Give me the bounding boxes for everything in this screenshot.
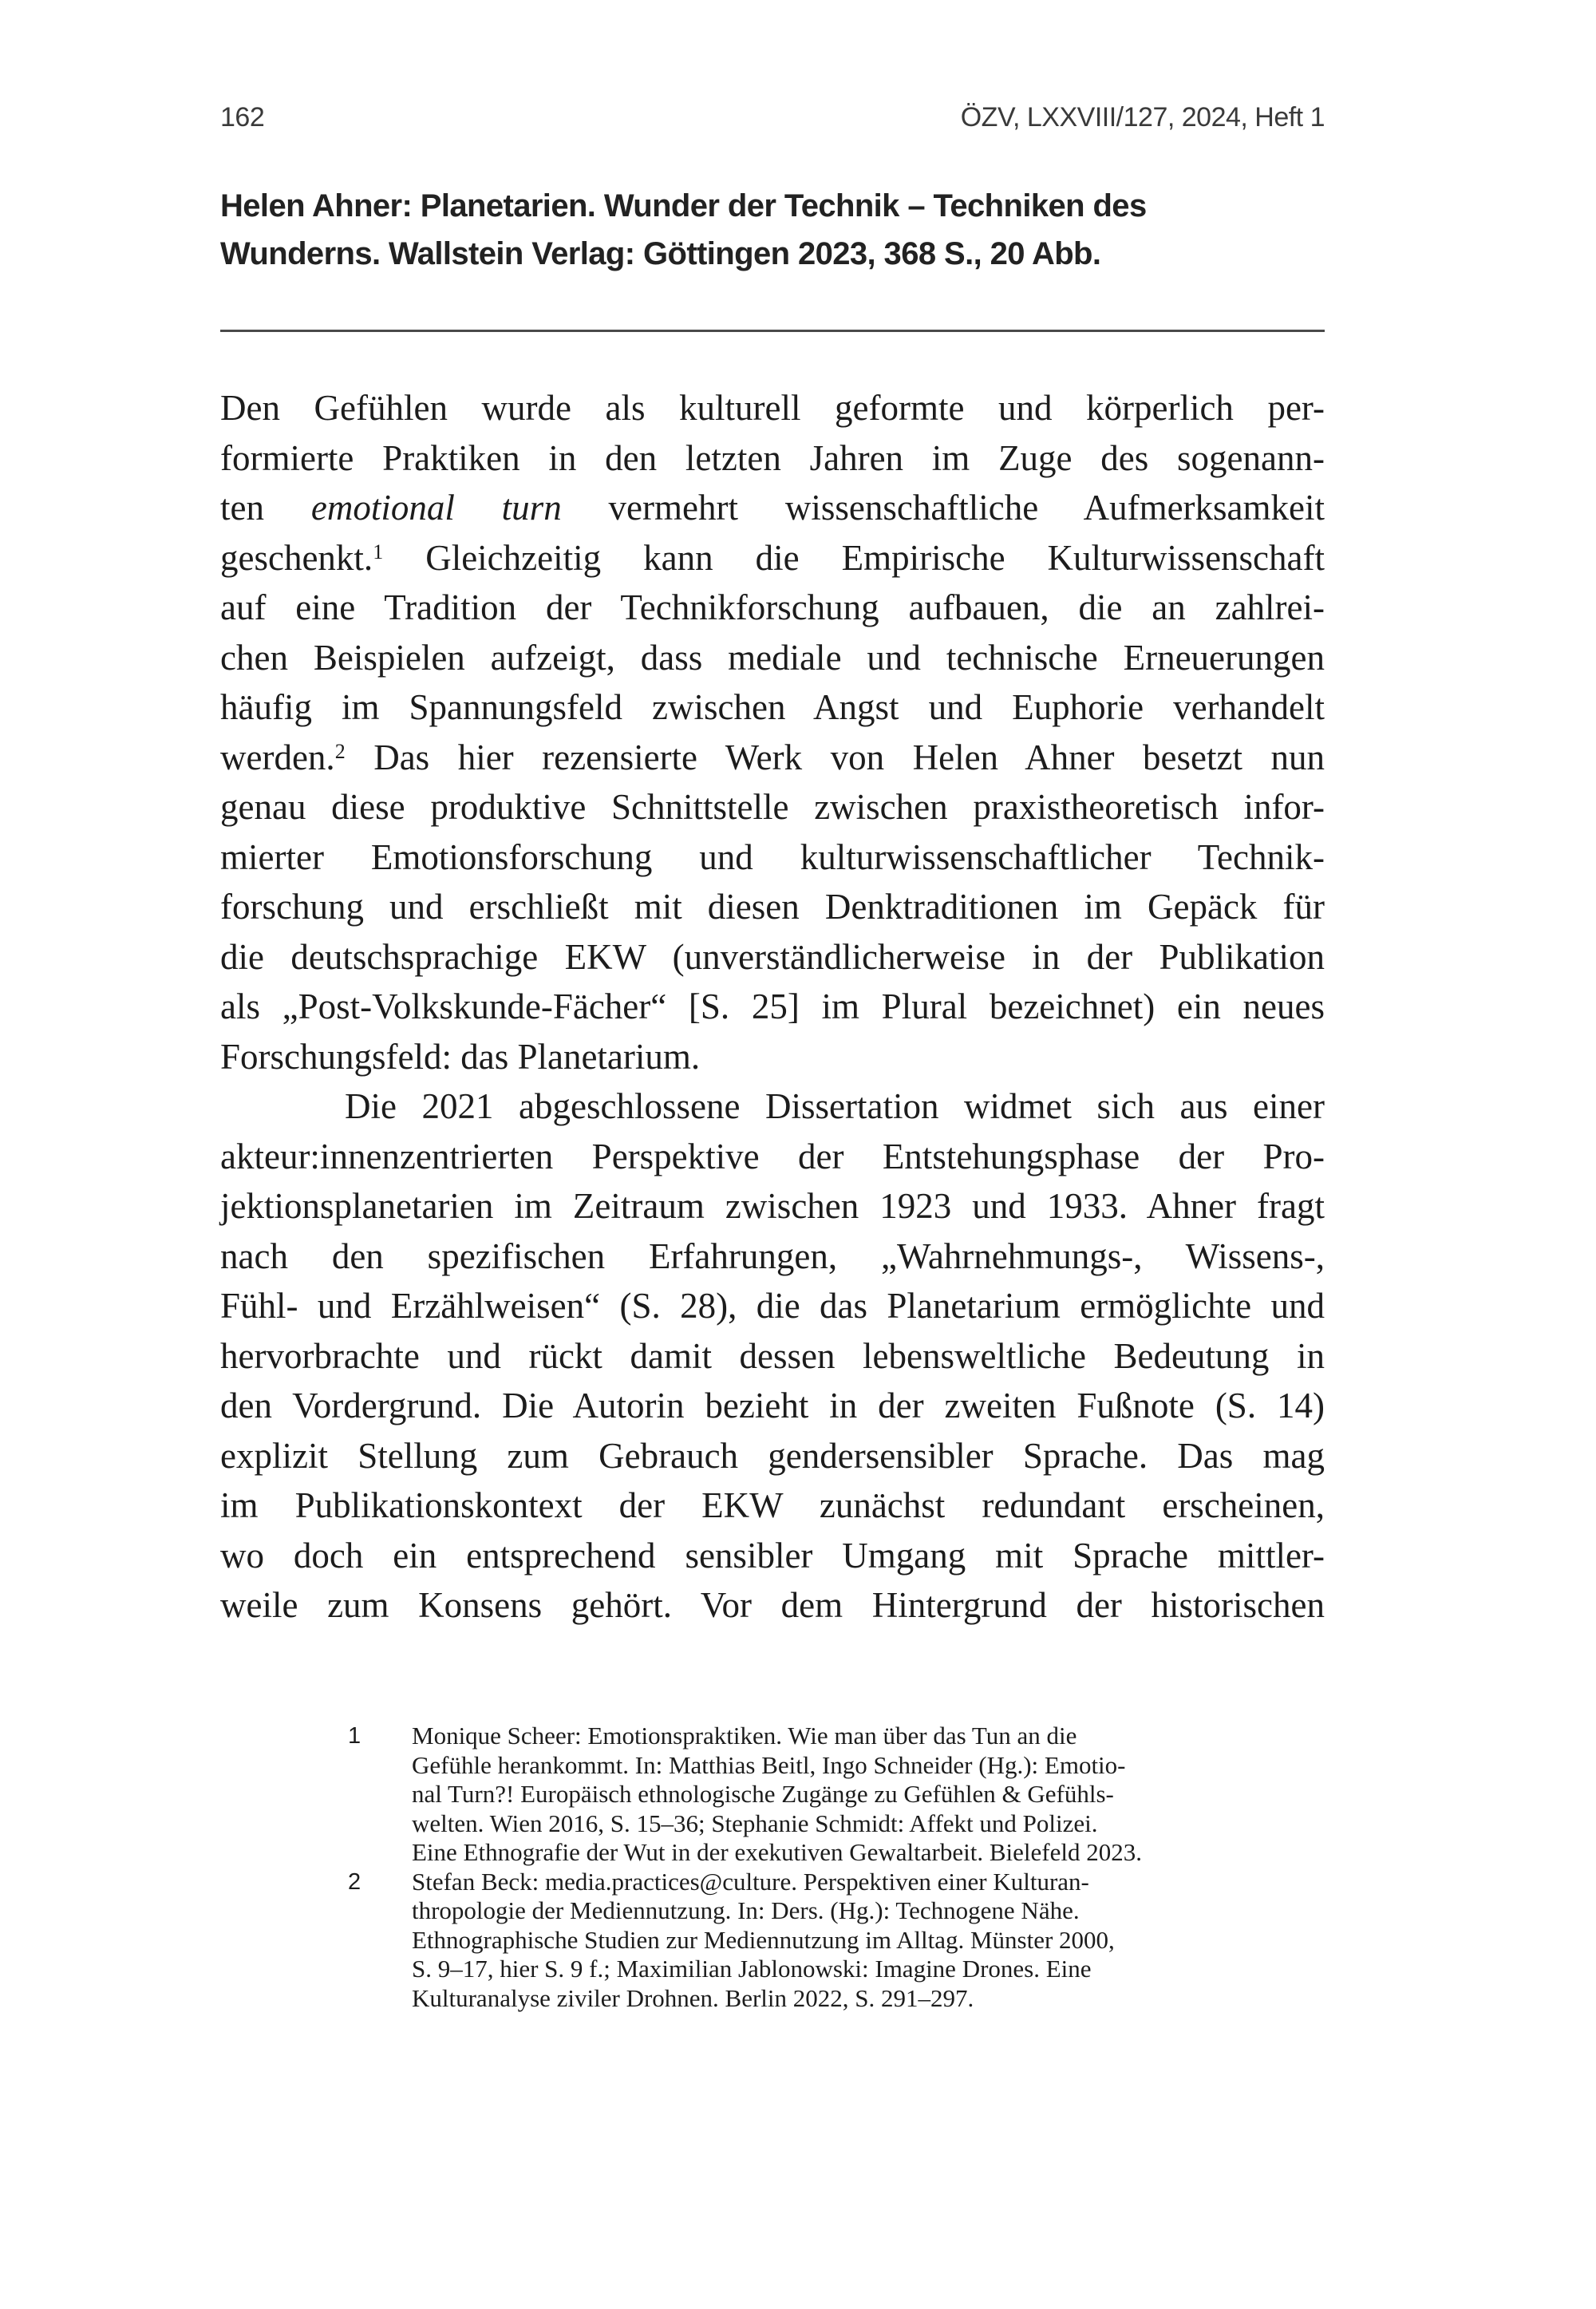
text-fragment: vermehrt wissenschaftliche Aufmerksamkeit xyxy=(561,488,1325,528)
text-line: als „Post-Volkskunde-Fächer“ [S. 25] im Plural bezeichnet) ein neues xyxy=(220,986,1325,1026)
text-fragment: werden. xyxy=(220,737,335,777)
journal-reference: ÖZV, LXXVIII/127, 2024, Heft 1 xyxy=(960,102,1325,132)
text-fragment: geschenkt. xyxy=(220,537,373,578)
footnote-text xyxy=(412,1722,1325,1868)
footnote-line: S. 9–17, hier S. 9 f.; Maximilian Jablonowski: Imagine Drones. Eine xyxy=(412,1955,1092,1983)
text-line: hervorbrachte und rückt damit dessen lebensweltliche Bedeutung in xyxy=(220,1335,1325,1376)
footnote-line: Eine Ethnografie der Wut in der exekutiven Gewaltarbeit. Bielefeld 2023. xyxy=(412,1838,1142,1866)
footnote-line: Ethnographische Studien zur Mediennutzung im Alltag. Münster 2000, xyxy=(412,1925,1115,1954)
review-title xyxy=(220,182,1325,278)
footnote-ref-1[interactable]: 1 xyxy=(373,540,384,563)
text-line: Die 2021 abgeschlossene Dissertation widmet sich aus einer xyxy=(345,1086,1325,1126)
text-line: forschung und erschließt mit diesen Denktraditionen im Gepäck für xyxy=(220,887,1325,927)
text-line: jektionsplanetarien im Zeitraum zwischen 1923 und 1933. Ahner fragt xyxy=(220,1186,1325,1226)
text-line: explizit Stellung zum Gebrauch gendersensibler Sprache. Das mag xyxy=(220,1435,1325,1476)
footnote-text xyxy=(412,1868,1325,2014)
text-line: nach den spezifischen Erfahrungen, „Wahrnehmungs-, Wissens-, xyxy=(220,1236,1325,1276)
italic-term: emotional turn xyxy=(310,488,562,528)
text-fragment: Gleichzeitig kann die Empirische Kulturwissenschaft xyxy=(383,537,1325,578)
paragraph-2 xyxy=(220,1081,1325,1631)
footnote-number: 1 xyxy=(348,1723,361,1749)
text-line xyxy=(220,533,1325,583)
text-line: chen Beispielen aufzeigt, dass mediale und technische Erneuerungen xyxy=(220,637,1325,678)
footnote-line: thropologie der Mediennutzung. In: Ders. (Hg.): Technogene Nähe. xyxy=(412,1896,1080,1924)
footnote-1 xyxy=(348,1722,1325,1868)
footnote-line: Monique Scheer: Emotionspraktiken. Wie man über das Tun an die xyxy=(412,1722,1077,1750)
paragraph-1 xyxy=(220,383,1325,1081)
review-body xyxy=(220,383,1325,1631)
text-line: auf eine Tradition der Technikforschung aufbauen, die an zahlrei- xyxy=(220,587,1325,627)
footnote-number: 2 xyxy=(348,1868,361,1895)
text-line: die deutschsprachige EKW (unverständlicherweise in der Publikation xyxy=(220,936,1325,977)
text-fragment: ten xyxy=(220,488,311,528)
footnote-line: Kulturanalyse ziviler Drohnen. Berlin 2022, S. 291–297. xyxy=(412,1983,974,2012)
text-line: Forschungsfeld: das Planetarium. xyxy=(220,1036,701,1077)
footnote-2 xyxy=(348,1868,1325,2014)
running-header xyxy=(220,102,1325,137)
page-number: 162 xyxy=(220,102,265,132)
text-line: weile zum Konsens gehört. Vor dem Hintergrund der historischen xyxy=(220,1585,1325,1625)
text-line: häufig im Spannungsfeld zwischen Angst und Euphorie verhandelt xyxy=(220,687,1325,727)
footnote-line: nal Turn?! Europäisch ethnologische Zugänge zu Gefühlen & Gefühls- xyxy=(412,1780,1114,1808)
text-line: Fühl- und Erzählweisen“ (S. 28), die das Planetarium ermöglichte und xyxy=(220,1286,1325,1326)
text-line: mierter Emotionsforschung und kulturwissenschaftlicher Technik- xyxy=(220,836,1325,877)
text-fragment: Das hier rezensierte Werk von Helen Ahner besetzt nun xyxy=(345,737,1325,777)
text-line: im Publikationskontext der EKW zunächst redundant erscheinen, xyxy=(220,1485,1325,1525)
text-line: Den Gefühlen wurde als kulturell geformte und körperlich per- xyxy=(220,388,1325,428)
text-line: den Vordergrund. Die Autorin bezieht in der zweiten Fußnote (S. 14) xyxy=(220,1386,1325,1425)
footnote-ref-2[interactable]: 2 xyxy=(334,739,346,763)
footnote-line: welten. Wien 2016, S. 15–36; Stephanie Schmidt: Affekt und Polizei. xyxy=(412,1809,1098,1837)
text-line: formierte Praktiken in den letzten Jahren im Zuge des sogenann- xyxy=(220,437,1325,478)
title-divider xyxy=(220,330,1325,332)
text-line: akteur:innenzentrierten Perspektive der Entstehungsphase der Pro- xyxy=(220,1136,1325,1176)
text-line xyxy=(220,483,1325,533)
review-title-line: Helen Ahner: Planetarien. Wunder der Technik – Techniken des xyxy=(220,188,1147,223)
text-line: genau diese produktive Schnittstelle zwischen praxistheoretisch infor- xyxy=(220,787,1325,827)
footnote-line: Stefan Beck: media.practices@culture. Perspektiven einer Kulturan- xyxy=(412,1867,1089,1896)
text-line xyxy=(220,733,1325,783)
footnote-line: Gefühle herankommt. In: Matthias Beitl, Ingo Schneider (Hg.): Emotio- xyxy=(412,1750,1126,1779)
text-line: wo doch ein entsprechend sensibler Umgang mit Sprache mittler- xyxy=(220,1535,1325,1576)
review-title-line: Wunderns. Wallstein Verlag: Göttingen 2023, 368 S., 20 Abb. xyxy=(220,236,1101,271)
footnotes xyxy=(348,1722,1325,2013)
